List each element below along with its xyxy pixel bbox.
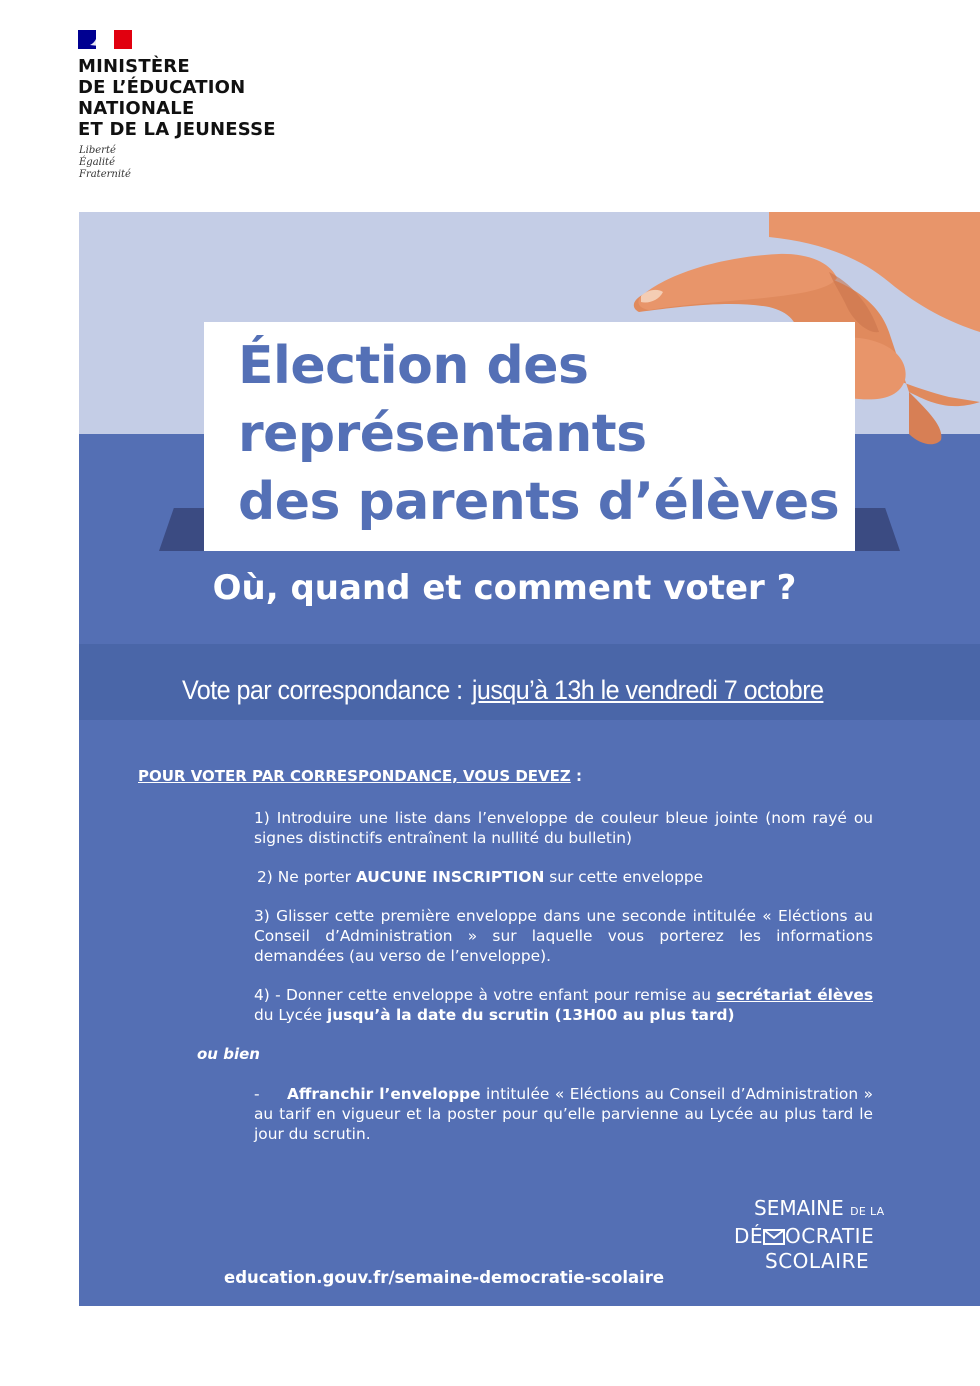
step-5-bold: Affranchir l’enveloppe: [287, 1085, 481, 1103]
step-3: 3) Glisser cette première enveloppe dans une seconde intitulée « Eléctions au Conseil d’Administration » sur laquelle vous porterez les informations demandées (au verso de l’enveloppe).: [254, 907, 873, 965]
brand-line1-small: DE LA: [850, 1205, 885, 1218]
ministry-line: MINISTÈRE: [78, 56, 190, 77]
step-4-underlined: secrétariat élèves: [716, 986, 873, 1004]
step-4: [254, 985, 873, 1025]
poster-subtitle: Où, quand et comment voter ?: [212, 568, 797, 608]
step-2-text: 2) Ne porter: [257, 868, 356, 886]
instructions-heading-suffix: :: [570, 767, 583, 785]
ministry-line: ET DE LA JEUNESSE: [78, 119, 276, 140]
step-2-bold: AUCUNE INSCRIPTION: [355, 868, 545, 886]
step-4-text: 4) - Donner cette enveloppe à votre enfant pour remise au: [254, 986, 717, 1004]
semaine-democratie-logo: [734, 1196, 904, 1274]
title-line: des parents d’élèves: [238, 472, 840, 532]
poster-title: [238, 332, 858, 536]
title-line: représentants: [238, 404, 647, 464]
brand-line3: SCOLAIRE: [765, 1249, 870, 1273]
republic-motto: [79, 145, 131, 181]
step-4-bold: jusqu’à la date du scrutin (13H00 au plus tard): [326, 1006, 735, 1024]
election-poster: [79, 212, 980, 1306]
step-4-text: du Lycée: [254, 1006, 327, 1024]
motto-line: Liberté: [79, 145, 116, 156]
title-line: Élection des: [238, 336, 589, 396]
step-2-text: sur cette enveloppe: [544, 868, 704, 886]
brand-line2a: DÉ: [734, 1224, 764, 1248]
brand-line2b: OCRATIE: [785, 1224, 875, 1248]
step-1: 1) Introduire une liste dans l’enveloppe de couleur bleue jointe (nom rayé ou signes distinctifs entraînent la nullité du bulletin): [254, 809, 873, 847]
ministry-line: DE L’ÉDUCATION: [78, 77, 246, 98]
step-5-text: -: [254, 1085, 288, 1103]
marianne-flag-icon: [78, 30, 132, 49]
ministry-line: NATIONALE: [78, 98, 195, 119]
step-2: [257, 867, 876, 887]
vote-date: jusqu’à 13h le vendredi 7 octobre: [471, 675, 824, 705]
motto-line: Égalité: [79, 157, 115, 168]
motto-line: Fraternité: [79, 169, 131, 180]
step-5-text: intitulée « Eléctions au Conseil d’Administration » au tarif en vigueur et la poster pour qu’elle parvienne au Lycée au plus tard le jour du scrutin.: [254, 1085, 874, 1143]
instructions-heading-text: POUR VOTER PAR CORRESPONDANCE, VOUS DEVEZ: [138, 767, 571, 785]
instructions-heading: [138, 767, 582, 785]
vote-label: Vote par correspondance :: [182, 675, 463, 705]
vote-deadline: [182, 675, 823, 706]
campaign-url[interactable]: education.gouv.fr/semaine-democratie-scolaire: [224, 1268, 665, 1287]
brand-line1: SEMAINE: [754, 1196, 844, 1220]
step-5: [254, 1084, 873, 1144]
or-separator: ou bien: [197, 1045, 260, 1063]
ministry-name: [78, 56, 298, 140]
envelope-icon: [763, 1229, 785, 1245]
